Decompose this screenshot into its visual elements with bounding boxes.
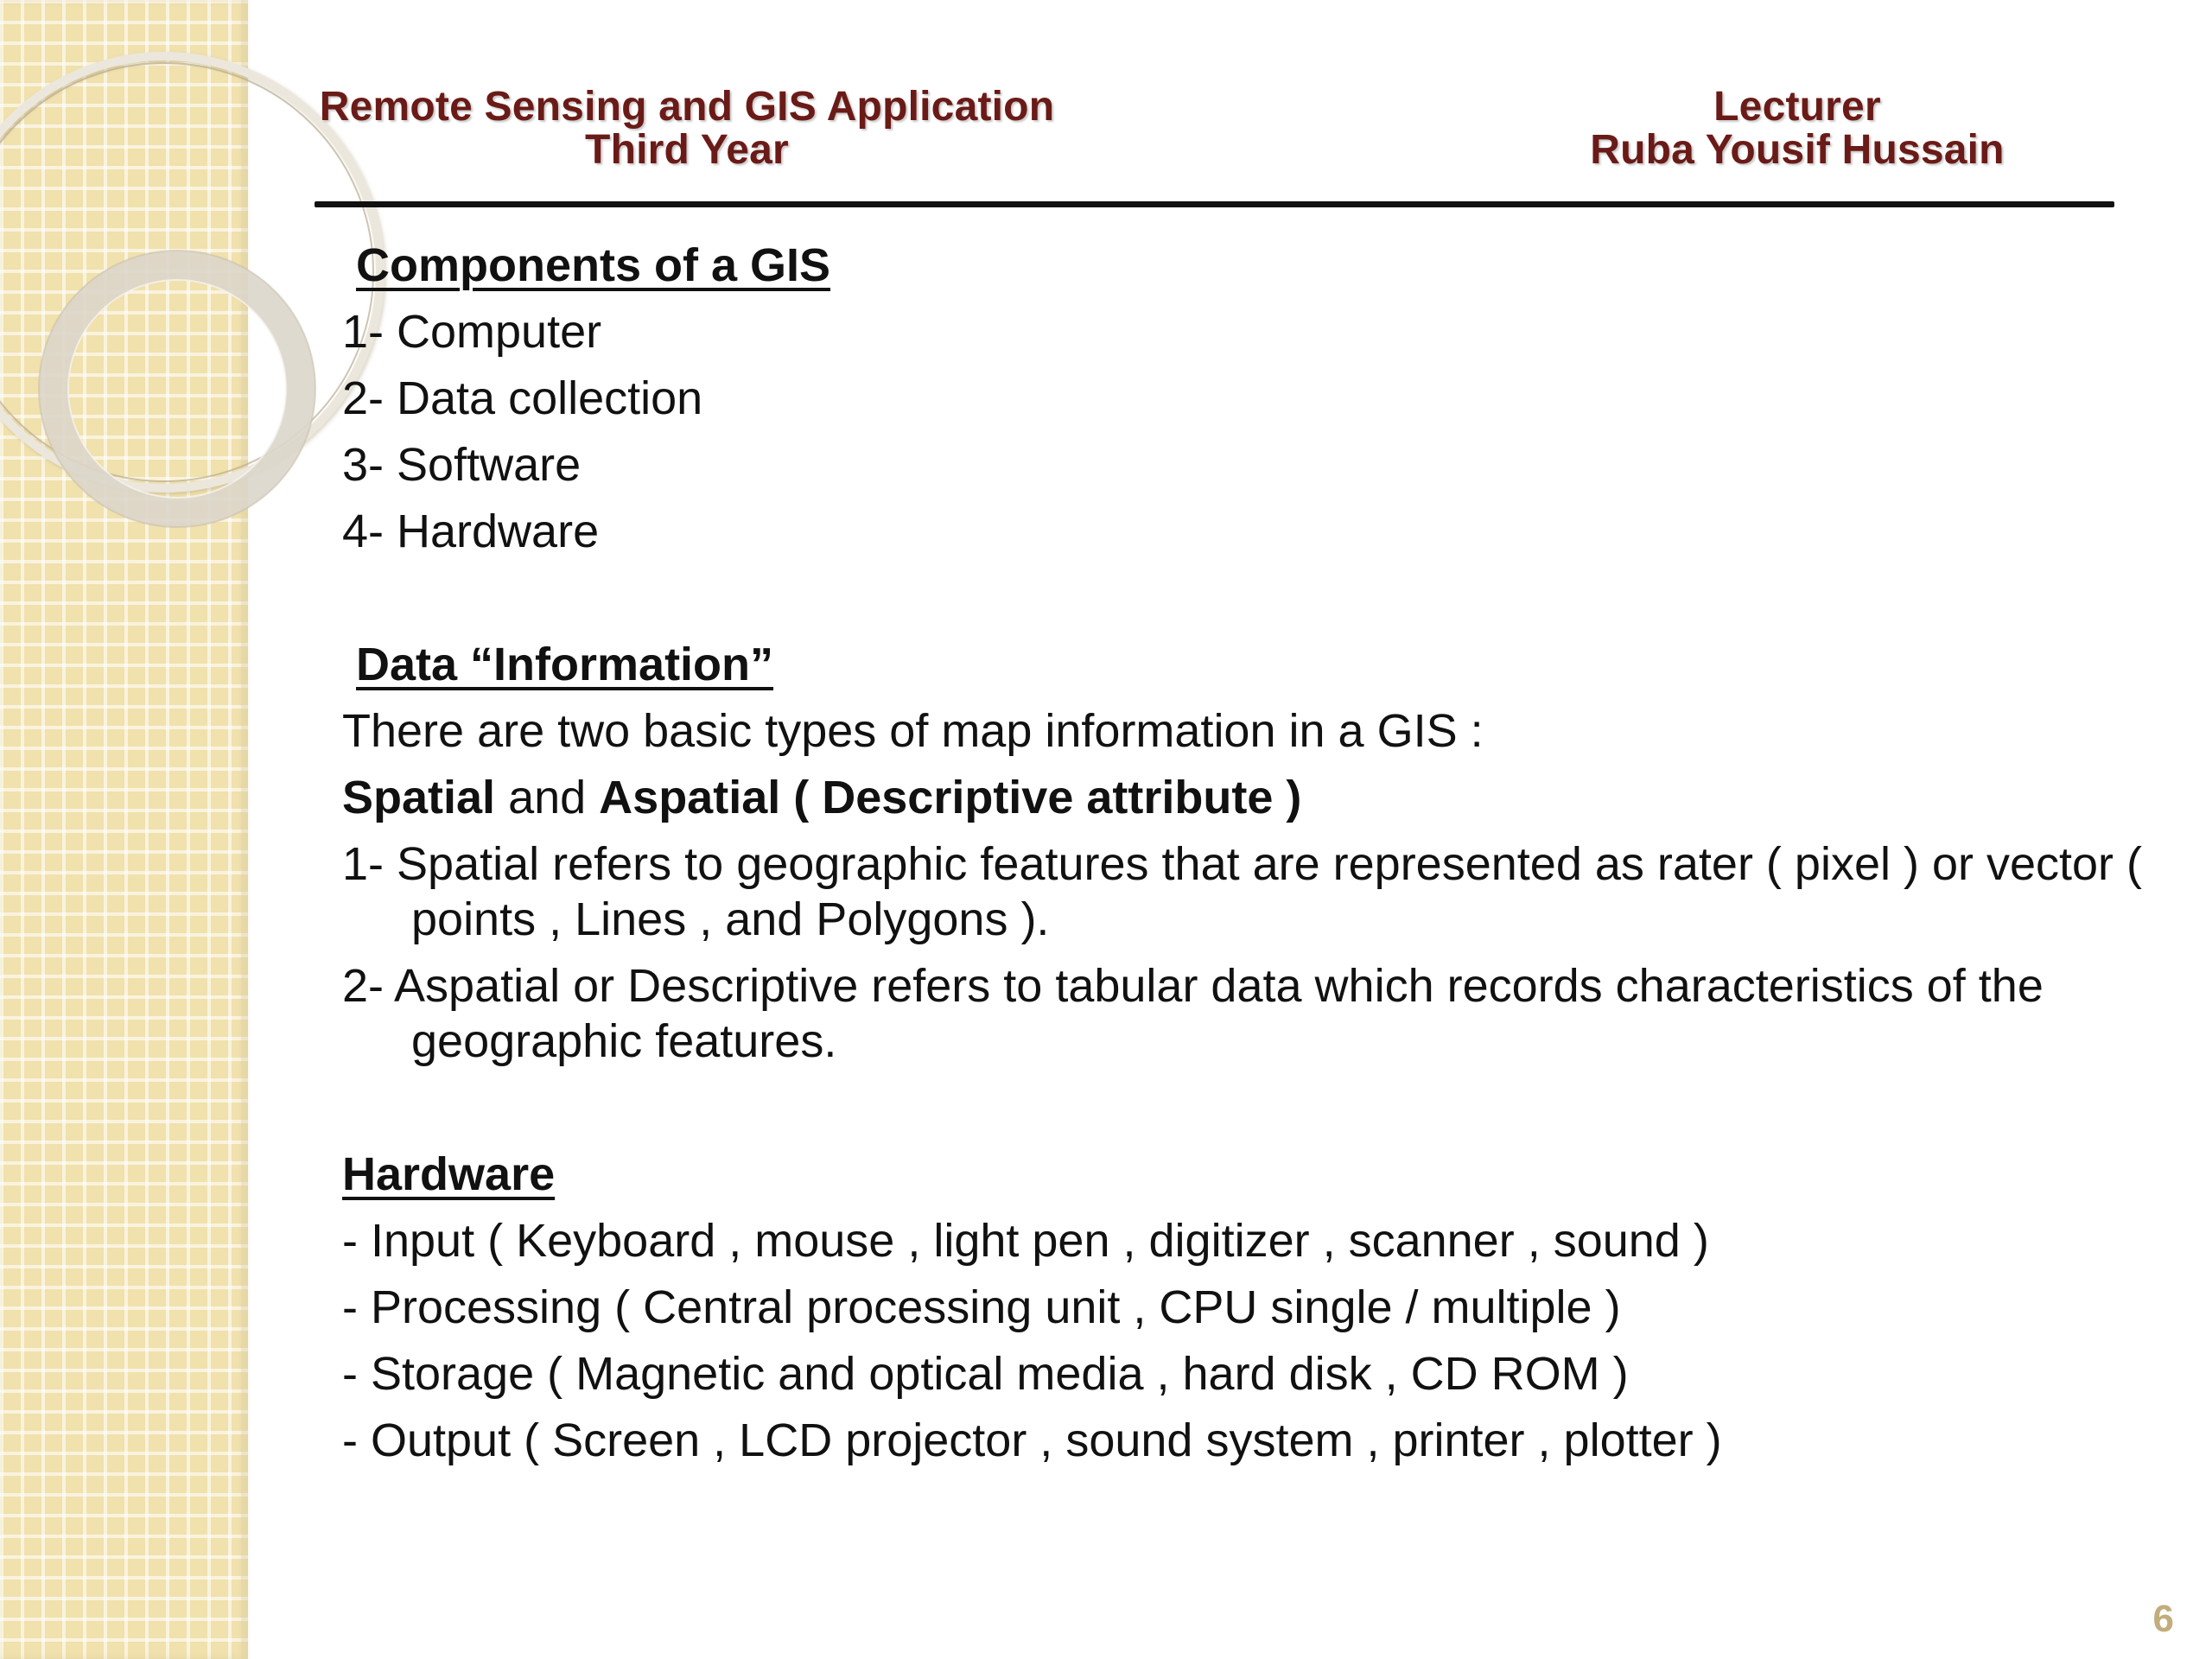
slide-content	[342, 238, 2148, 1479]
decorative-circles	[0, 0, 276, 605]
components-item-computer: 1- Computer	[342, 306, 602, 358]
hardware-heading: Hardware	[342, 1148, 556, 1200]
aspatial-definition: 2- Aspatial or Descriptive refers to tabular data which records characteristics of the geographic features.	[342, 960, 2044, 1067]
course-title: Remote Sensing and GIS Application	[319, 84, 1055, 130]
hardware-storage-item: - Storage ( Magnetic and optical media , hard disk , CD ROM )	[342, 1348, 1629, 1400]
page-number: 6	[2152, 1598, 2174, 1640]
types-connector: and	[495, 772, 600, 823]
hardware-output-item: - Output ( Screen , LCD projector , sound system , printer , plotter )	[342, 1414, 1722, 1466]
lecturer-label: Lecturer	[1713, 84, 1881, 130]
course-year: Third Year	[585, 127, 789, 173]
spatial-definition: 1- Spatial refers to geographic features that are represented as rater ( pixel ) or vector ( points , Lines , and Polygons ).	[342, 838, 2143, 945]
section-spacer	[342, 570, 2148, 637]
header-divider	[315, 201, 2114, 207]
data-information-heading: Data “Information”	[356, 639, 774, 690]
course-header	[311, 86, 1063, 172]
components-item-software: 3- Software	[342, 439, 582, 491]
components-item-data-collection: 2- Data collection	[342, 372, 703, 424]
section-spacer	[342, 1080, 2148, 1147]
data-information-intro: There are two basic types of map information in a GIS :	[342, 705, 1484, 757]
data-information-types-line	[342, 770, 2148, 825]
spatial-label: Spatial	[342, 772, 496, 823]
hardware-input-item: - Input ( Keyboard , mouse , light pen , digitizer , scanner , sound )	[342, 1215, 1709, 1267]
lecturer-name: Ruba Yousif Hussain	[1590, 127, 2005, 173]
components-heading: Components of a GIS	[356, 239, 831, 291]
lecturer-header	[1529, 86, 2065, 172]
aspatial-label: Aspatial ( Descriptive attribute )	[599, 772, 1302, 823]
components-item-hardware: 4- Hardware	[342, 505, 600, 557]
hardware-processing-item: - Processing ( Central processing unit , CPU single / multiple )	[342, 1281, 1621, 1333]
